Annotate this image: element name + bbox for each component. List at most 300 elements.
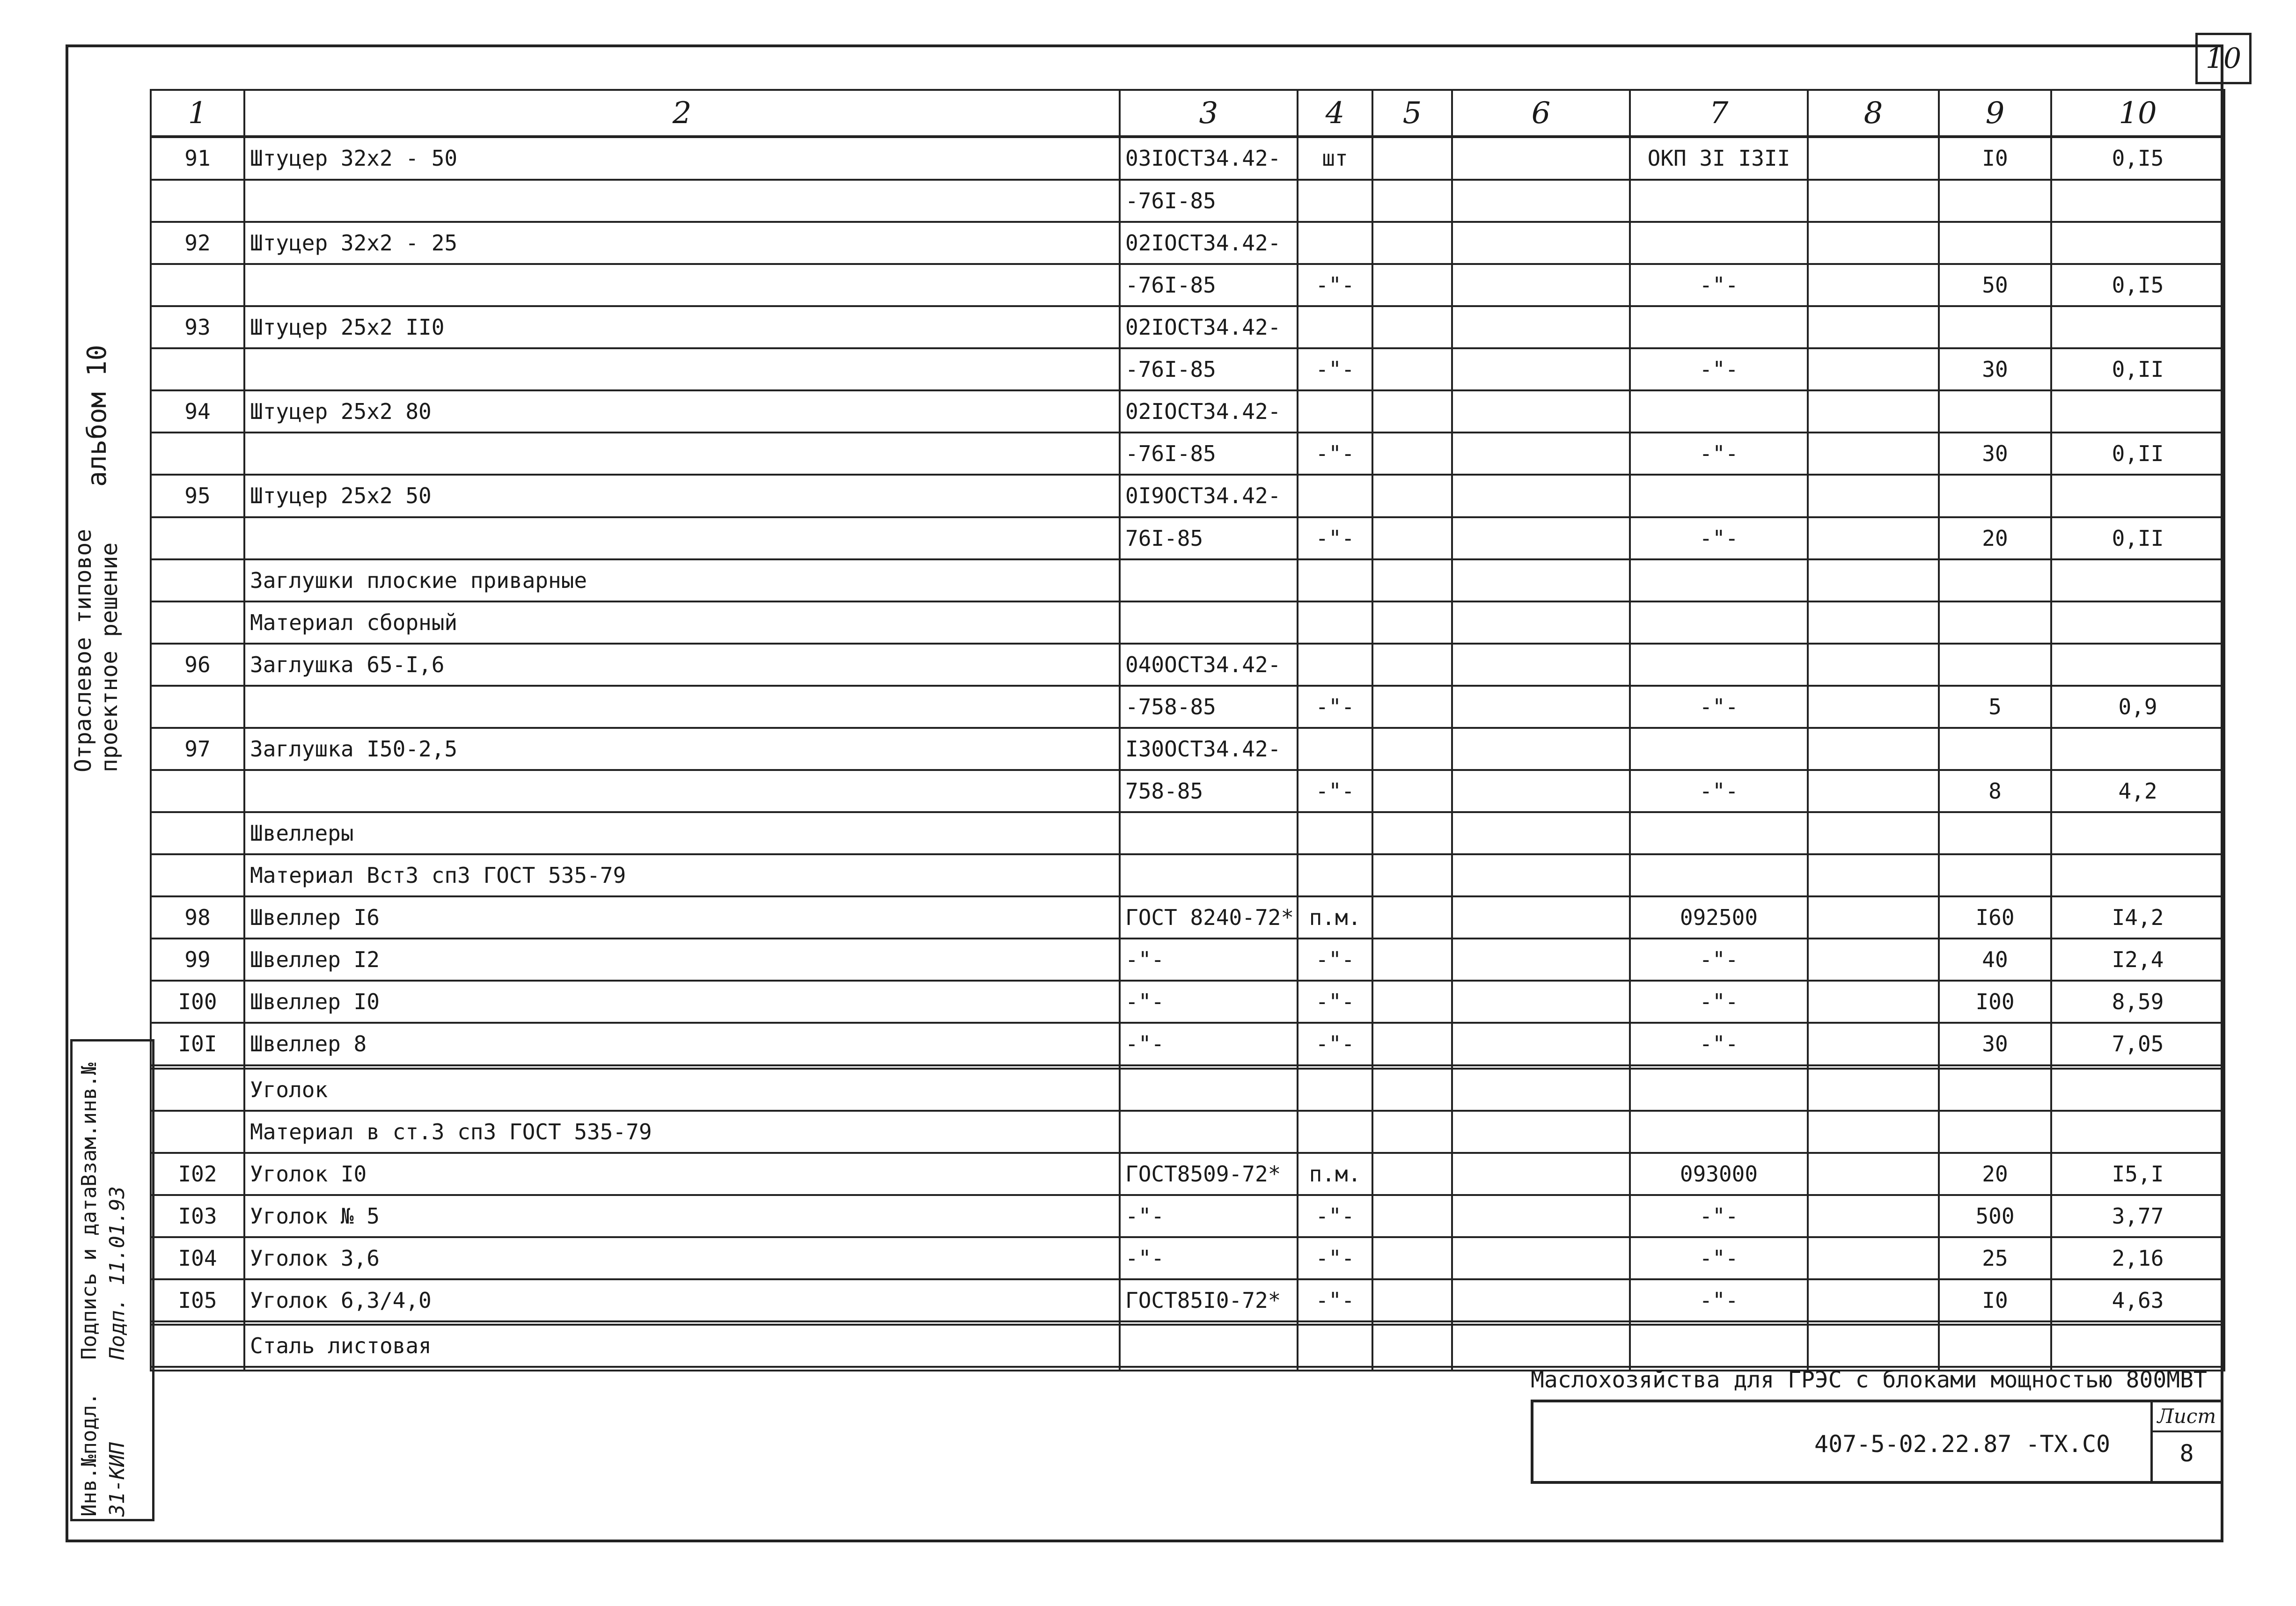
table-row	[151, 517, 2224, 559]
table-cell: Уголок	[244, 1069, 1120, 1111]
table-cell: 0,II	[2051, 348, 2224, 390]
table-row	[151, 896, 2224, 939]
table-cell	[1630, 180, 1808, 222]
table-cell	[1372, 939, 1452, 981]
table-cell	[151, 264, 244, 306]
table-row	[151, 770, 2224, 812]
table-cell	[244, 264, 1120, 306]
table-cell	[1372, 812, 1452, 854]
table-cell	[1808, 1023, 1939, 1065]
table-cell: -"-	[1298, 1237, 1372, 1279]
table-cell	[1298, 1069, 1372, 1111]
table-cell: -"-	[1630, 348, 1808, 390]
column-header-6: 6	[1452, 90, 1630, 137]
table-cell: -"-	[1298, 1279, 1372, 1321]
table-row	[151, 644, 2224, 686]
table-row	[151, 348, 2224, 390]
table-cell	[244, 1065, 1120, 1069]
table-cell: -"-	[1630, 939, 1808, 981]
table-cell	[1808, 981, 1939, 1023]
table-cell	[1808, 939, 1939, 981]
table-cell: -76I-85	[1120, 348, 1298, 390]
table-cell: ГОСТ8509-72*	[1120, 1153, 1298, 1195]
table-cell	[1939, 728, 2051, 770]
table-cell: Материал ВстЗ сп3 ГОСТ 535-79	[244, 854, 1120, 896]
table-cell	[1372, 1153, 1452, 1195]
table-cell	[1630, 812, 1808, 854]
table-row	[151, 433, 2224, 475]
table-cell	[1808, 433, 1939, 475]
table-cell	[1808, 1111, 1939, 1153]
table-cell: 95	[151, 475, 244, 517]
table-cell	[1452, 264, 1630, 306]
table-cell: Штуцер 32х2 - 50	[244, 137, 1120, 180]
table-cell: I00	[1939, 981, 2051, 1023]
table-cell	[1808, 1065, 1939, 1069]
table-cell: 7,05	[2051, 1023, 2224, 1065]
table-cell	[2051, 601, 2224, 644]
table-cell	[1372, 686, 1452, 728]
table-cell	[1372, 433, 1452, 475]
table-cell	[1808, 601, 1939, 644]
table-cell	[2051, 728, 2224, 770]
table-cell	[2051, 306, 2224, 348]
table-cell: 98	[151, 896, 244, 939]
header-row	[151, 90, 2224, 137]
table-cell: п.м.	[1298, 1153, 1372, 1195]
table-cell: -"-	[1630, 981, 1808, 1023]
table-cell: -76I-85	[1120, 180, 1298, 222]
table-cell	[1452, 981, 1630, 1023]
table-cell: 500	[1939, 1195, 2051, 1237]
table-cell	[1452, 1065, 1630, 1069]
table-cell: 94	[151, 390, 244, 433]
table-cell	[1452, 1237, 1630, 1279]
table-cell	[1630, 1069, 1808, 1111]
table-cell	[151, 1069, 244, 1111]
column-header-2: 2	[244, 90, 1120, 137]
table-cell	[1630, 644, 1808, 686]
table-row	[151, 222, 2224, 264]
side-stamp	[70, 1039, 154, 1521]
table-cell	[1452, 812, 1630, 854]
table-cell	[1120, 1325, 1298, 1367]
table-cell	[1939, 644, 2051, 686]
side-stamp-label-2: Подпись и дата	[77, 1186, 101, 1360]
table-cell	[2051, 1069, 2224, 1111]
table-cell	[1298, 559, 1372, 601]
table-row	[151, 1111, 2224, 1153]
table-cell: -"-	[1120, 939, 1298, 981]
table-cell	[1452, 644, 1630, 686]
table-cell	[1452, 939, 1630, 981]
table-cell	[1120, 812, 1298, 854]
table-cell: -"-	[1298, 348, 1372, 390]
table-cell	[1452, 1023, 1630, 1065]
table-cell	[1452, 390, 1630, 433]
table-cell	[1452, 1069, 1630, 1111]
table-cell	[244, 686, 1120, 728]
table-cell	[1630, 559, 1808, 601]
table-cell: 99	[151, 939, 244, 981]
table-cell	[1372, 601, 1452, 644]
table-cell: 92	[151, 222, 244, 264]
table-row	[151, 1279, 2224, 1321]
table-cell	[1372, 390, 1452, 433]
table-cell: -"-	[1298, 981, 1372, 1023]
table-cell	[1939, 601, 2051, 644]
table-cell	[1372, 1195, 1452, 1237]
table-cell	[1808, 1279, 1939, 1321]
table-cell: -"-	[1630, 686, 1808, 728]
table-cell	[1808, 306, 1939, 348]
side-note-line-2: проектное решение	[96, 542, 123, 772]
table-cell	[1452, 1111, 1630, 1153]
table-cell	[1808, 180, 1939, 222]
table-cell	[151, 559, 244, 601]
table-cell: -"-	[1630, 433, 1808, 475]
table-cell	[1808, 686, 1939, 728]
table-cell	[1372, 981, 1452, 1023]
table-row	[151, 686, 2224, 728]
table-cell	[244, 770, 1120, 812]
table-cell	[1452, 1153, 1630, 1195]
table-cell: -"-	[1630, 1023, 1808, 1065]
table-cell	[1372, 1321, 1452, 1325]
table-cell: 25	[1939, 1237, 2051, 1279]
table-cell: I0I	[151, 1023, 244, 1065]
table-cell: I02	[151, 1153, 244, 1195]
table-cell	[1298, 1321, 1372, 1325]
table-cell	[1630, 1325, 1808, 1367]
table-cell: I60	[1939, 896, 2051, 939]
table-cell	[1120, 1065, 1298, 1069]
table-cell: -"-	[1298, 264, 1372, 306]
table-cell: Уголок 3,6	[244, 1237, 1120, 1279]
table-cell	[1298, 475, 1372, 517]
table-cell	[151, 1111, 244, 1153]
table-row	[151, 1321, 2224, 1325]
table-cell: I0	[1939, 137, 2051, 180]
table-row	[151, 981, 2224, 1023]
table-cell: -"-	[1298, 770, 1372, 812]
table-row	[151, 1023, 2224, 1065]
table-cell	[1372, 770, 1452, 812]
table-cell: -"-	[1630, 770, 1808, 812]
table-cell	[1452, 1279, 1630, 1321]
column-header-5: 5	[1372, 90, 1452, 137]
table-cell	[2051, 1325, 2224, 1367]
table-cell	[1298, 1325, 1372, 1367]
table-cell	[151, 1321, 244, 1325]
table-row	[151, 137, 2224, 180]
table-cell: 97	[151, 728, 244, 770]
table-cell: -"-	[1298, 1195, 1372, 1237]
title-caption: Маслохозяйства для ГРЭС с блоками мощностью 800МВТ	[1531, 1367, 2207, 1393]
table-cell	[1372, 137, 1452, 180]
table-cell: I4,2	[2051, 896, 2224, 939]
table-cell: -"-	[1298, 939, 1372, 981]
table-cell	[244, 1367, 1120, 1371]
table-cell	[244, 180, 1120, 222]
table-cell	[1939, 812, 2051, 854]
table-cell	[1372, 264, 1452, 306]
table-cell	[151, 348, 244, 390]
side-stamp-value-2: Подп. 11.01.93	[105, 1186, 129, 1360]
table-cell: 02IОСТ34.42-	[1120, 390, 1298, 433]
title-block	[1531, 1400, 2223, 1484]
table-cell	[1630, 222, 1808, 264]
table-cell: Штуцер 25х2 II0	[244, 306, 1120, 348]
table-cell: 96	[151, 644, 244, 686]
table-cell	[1630, 1321, 1808, 1325]
table-cell: Швеллеры	[244, 812, 1120, 854]
table-cell	[1452, 854, 1630, 896]
table-cell: Заглушка 65-I,6	[244, 644, 1120, 686]
table-cell	[1808, 770, 1939, 812]
table-cell: 2,16	[2051, 1237, 2224, 1279]
table-cell: 5	[1939, 686, 2051, 728]
sheet-label: Лист	[2153, 1402, 2221, 1432]
table-cell	[151, 517, 244, 559]
table-cell	[1808, 222, 1939, 264]
table-cell	[2051, 1321, 2224, 1325]
table-cell: -76I-85	[1120, 433, 1298, 475]
table-cell	[1939, 180, 2051, 222]
table-cell: 02IОСТ34.42-	[1120, 222, 1298, 264]
table-cell	[1808, 390, 1939, 433]
table-cell	[244, 433, 1120, 475]
table-cell	[2051, 812, 2224, 854]
table-cell	[1372, 348, 1452, 390]
table-cell	[151, 433, 244, 475]
table-cell	[1939, 222, 2051, 264]
table-cell	[1808, 854, 1939, 896]
table-cell: 76I-85	[1120, 517, 1298, 559]
side-note-line-1: Отраслевое типовое	[70, 528, 96, 772]
table-cell	[1372, 1325, 1452, 1367]
table-cell: 0,I5	[2051, 264, 2224, 306]
table-cell	[1452, 137, 1630, 180]
table-cell: шт	[1298, 137, 1372, 180]
table-cell: Материал в ст.3 сп3 ГОСТ 535-79	[244, 1111, 1120, 1153]
table-cell: I2,4	[2051, 939, 2224, 981]
table-cell: -"-	[1630, 264, 1808, 306]
table-cell	[1808, 812, 1939, 854]
table-cell	[1298, 306, 1372, 348]
table-cell	[1120, 559, 1298, 601]
table-cell	[1808, 348, 1939, 390]
table-cell	[1452, 1325, 1630, 1367]
table-cell: 03IОСТ34.42-	[1120, 137, 1298, 180]
table-cell	[151, 686, 244, 728]
table-cell	[1939, 1325, 2051, 1367]
table-cell: I30ОСТ34.42-	[1120, 728, 1298, 770]
table-cell	[2051, 1111, 2224, 1153]
spec-table	[150, 89, 2225, 1371]
table-cell: 8	[1939, 770, 2051, 812]
table-cell: -"-	[1630, 1195, 1808, 1237]
table-cell: 30	[1939, 433, 2051, 475]
table-cell	[1372, 180, 1452, 222]
table-cell	[1452, 517, 1630, 559]
table-cell	[1939, 1111, 2051, 1153]
table-cell	[1452, 728, 1630, 770]
table-cell: I04	[151, 1237, 244, 1279]
table-cell	[1452, 601, 1630, 644]
table-row	[151, 1153, 2224, 1195]
table-cell: Сталь листовая	[244, 1325, 1120, 1367]
table-cell: 0,I5	[2051, 137, 2224, 180]
column-header-3: 3	[1120, 90, 1298, 137]
table-row	[151, 939, 2224, 981]
column-header-1: 1	[151, 90, 244, 137]
table-cell	[2051, 1065, 2224, 1069]
table-cell	[1808, 644, 1939, 686]
table-cell	[1298, 812, 1372, 854]
table-cell	[1452, 770, 1630, 812]
table-cell	[2051, 180, 2224, 222]
table-cell	[1298, 222, 1372, 264]
table-cell: Швеллер I2	[244, 939, 1120, 981]
table-row	[151, 475, 2224, 517]
table-cell	[1808, 1237, 1939, 1279]
table-cell	[1808, 1321, 1939, 1325]
table-cell	[151, 1325, 244, 1367]
column-header-8: 8	[1808, 90, 1939, 137]
table-cell: 4,63	[2051, 1279, 2224, 1321]
table-cell	[151, 770, 244, 812]
table-cell	[2051, 390, 2224, 433]
table-row	[151, 1065, 2224, 1069]
table-cell	[1452, 433, 1630, 475]
table-cell: I05	[151, 1279, 244, 1321]
table-cell	[1808, 896, 1939, 939]
table-cell: I03	[151, 1195, 244, 1237]
table-cell	[1298, 601, 1372, 644]
table-cell	[1808, 728, 1939, 770]
table-cell	[1630, 306, 1808, 348]
table-cell	[1372, 1279, 1452, 1321]
table-cell	[1372, 306, 1452, 348]
table-row	[151, 180, 2224, 222]
table-cell: -"-	[1120, 1023, 1298, 1065]
table-cell	[2051, 475, 2224, 517]
album-note: альбом 10	[82, 345, 112, 487]
table-row	[151, 390, 2224, 433]
table-cell: I0	[1939, 1279, 2051, 1321]
column-header-4: 4	[1298, 90, 1372, 137]
table-row	[151, 1325, 2224, 1367]
table-cell: Материал сборный	[244, 601, 1120, 644]
table-row	[151, 812, 2224, 854]
table-cell	[1372, 896, 1452, 939]
table-cell	[1452, 896, 1630, 939]
table-cell: 040ОСТ34.42-	[1120, 644, 1298, 686]
column-header-9: 9	[1939, 90, 2051, 137]
table-cell	[1939, 475, 2051, 517]
table-cell: -"-	[1630, 1237, 1808, 1279]
table-cell	[1298, 854, 1372, 896]
table-cell	[1372, 222, 1452, 264]
table-cell	[2051, 854, 2224, 896]
table-cell	[1298, 1367, 1372, 1371]
table-cell	[1939, 306, 2051, 348]
table-cell	[1372, 475, 1452, 517]
table-cell	[1298, 728, 1372, 770]
table-cell	[1372, 1069, 1452, 1111]
table-cell	[1939, 1065, 2051, 1069]
table-row	[151, 559, 2224, 601]
table-cell: -76I-85	[1120, 264, 1298, 306]
table-row	[151, 601, 2224, 644]
table-cell	[1808, 517, 1939, 559]
table-cell: 8,59	[2051, 981, 2224, 1023]
table-cell: 02IОСТ34.42-	[1120, 306, 1298, 348]
sheet-number: 10	[2195, 33, 2252, 84]
table-cell	[1939, 390, 2051, 433]
table-cell: п.м.	[1298, 896, 1372, 939]
table-cell	[1808, 475, 1939, 517]
table-cell	[1808, 1195, 1939, 1237]
table-row	[151, 1069, 2224, 1111]
table-cell: Уголок I0	[244, 1153, 1120, 1195]
table-cell	[1630, 601, 1808, 644]
table-row	[151, 854, 2224, 896]
table-cell	[151, 1065, 244, 1069]
table-cell: 0,II	[2051, 517, 2224, 559]
sheet-cell	[2150, 1402, 2221, 1481]
table-cell: Заглушки плоские приварные	[244, 559, 1120, 601]
table-cell: 50	[1939, 264, 2051, 306]
table-cell: I5,I	[2051, 1153, 2224, 1195]
table-cell	[2051, 644, 2224, 686]
table-cell: 30	[1939, 1023, 2051, 1065]
table-cell	[1372, 1065, 1452, 1069]
table-cell: I00	[151, 981, 244, 1023]
table-cell: ГОСТ 8240-72*	[1120, 896, 1298, 939]
table-cell	[1808, 264, 1939, 306]
side-stamp-label-3: Взам.инв.№	[77, 1063, 101, 1187]
table-row	[151, 264, 2224, 306]
table-cell	[1372, 559, 1452, 601]
table-cell: 0I9ОСТ34.42-	[1120, 475, 1298, 517]
table-row	[151, 1195, 2224, 1237]
table-cell: 4,2	[2051, 770, 2224, 812]
table-cell	[1372, 854, 1452, 896]
table-cell	[1939, 854, 2051, 896]
table-cell	[1120, 1367, 1298, 1371]
table-cell: -"-	[1120, 1237, 1298, 1279]
table-cell: -758-85	[1120, 686, 1298, 728]
column-header-7: 7	[1630, 90, 1808, 137]
table-cell: -"-	[1298, 433, 1372, 475]
table-cell	[1630, 390, 1808, 433]
table-cell	[1452, 306, 1630, 348]
table-row	[151, 1237, 2224, 1279]
table-cell	[1452, 1195, 1630, 1237]
table-cell: Штуцер 25х2 50	[244, 475, 1120, 517]
table-cell: ОКП 3I I3II	[1630, 137, 1808, 180]
table-cell	[244, 348, 1120, 390]
table-cell	[151, 1367, 244, 1371]
table-cell: -"-	[1298, 686, 1372, 728]
table-cell	[1120, 1111, 1298, 1153]
table-cell: 092500	[1630, 896, 1808, 939]
table-cell	[1630, 854, 1808, 896]
table-cell: Швеллер 8	[244, 1023, 1120, 1065]
table-cell: Швеллер I6	[244, 896, 1120, 939]
